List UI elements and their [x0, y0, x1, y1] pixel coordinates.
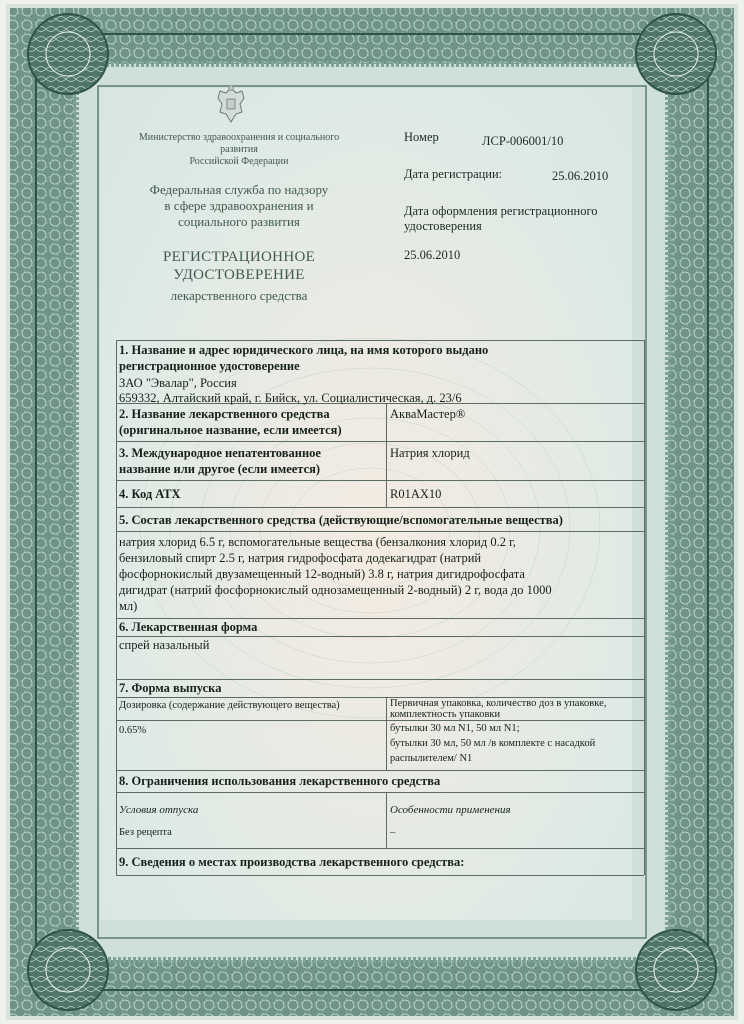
service-line: Федеральная служба по надзору	[149, 182, 329, 197]
section8-col1-header: Условия отпуска	[119, 804, 199, 816]
section5-value: фосфорнокислый двузамещенный 12-водный) 3.8 г, натрия дигидрофосфата	[119, 567, 525, 581]
table-rule	[116, 618, 644, 619]
ministry-line: Министерство здравоохранения и социального	[138, 132, 340, 143]
number-label: Номер	[404, 130, 439, 144]
certificate-subtitle: лекарственного средства	[170, 288, 308, 303]
table-rule	[386, 697, 387, 770]
table-rule	[116, 340, 117, 875]
section8-col1-value: Без рецепта	[119, 827, 172, 838]
table-rule	[116, 340, 644, 341]
issuer-block	[108, 132, 370, 304]
section7-col1-header: Дозировка (содержание действующего вещества)	[119, 700, 340, 711]
table-rule	[386, 792, 387, 848]
table-rule	[116, 531, 644, 532]
date-label: Дата регистрации:	[404, 167, 503, 181]
section7-col2-header: Первичная упаковка, количество доз в упаковке,	[390, 698, 607, 709]
section9-heading: 9. Сведения о местах производства лекарственного средства:	[119, 855, 465, 869]
number-value: ЛСР-006001/10	[482, 134, 564, 148]
section8-heading: 8. Ограничения использования лекарственного средства	[119, 774, 441, 788]
section4-value: R01AX10	[390, 487, 442, 501]
section7-col1-value: 0.65%	[119, 725, 147, 736]
table-rule	[116, 480, 644, 481]
table-rule	[116, 875, 644, 876]
table-rule	[116, 441, 644, 442]
table-rule	[644, 340, 645, 875]
section3-heading: название или другое (если имеется)	[119, 462, 321, 476]
section1-heading: 1. Название и адрес юридического лица, на имя которого выдано	[119, 343, 489, 357]
section5-value: дигидрат (натрий фосфорнокислый однозамещенный 2-водный) 2 г, вода до 1000	[119, 583, 552, 597]
section1-value: ЗАО "Эвалар", Россия	[119, 376, 237, 390]
table-rule	[116, 679, 644, 680]
ministry-line: развития	[220, 144, 258, 155]
ministry-name	[108, 132, 370, 168]
issue-label-line: Дата оформления регистрационного	[404, 204, 598, 218]
issue-value: 25.06.2010	[404, 248, 461, 262]
title-line: РЕГИСТРАЦИОННОЕ	[162, 249, 316, 265]
section5-value: мл)	[119, 599, 138, 613]
section8-col2-value: –	[390, 827, 396, 838]
section2-heading: (оригинальное название, если имеется)	[119, 423, 342, 437]
section6-heading: 6. Лекарственная форма	[119, 620, 258, 634]
table-rule	[116, 792, 644, 793]
section5-heading: 5. Состав лекарственного средства (действующие/вспомогательные вещества)	[119, 513, 563, 527]
section4-heading: 4. Код АТХ	[119, 487, 181, 501]
section1-value: 659332, Алтайский край, г. Бийск, ул. Социалистическая, д. 23/6	[119, 391, 462, 405]
section7-col2-value: распылителем/ N1	[390, 753, 473, 764]
title-line: УДОСТОВЕРЕНИЕ	[173, 267, 305, 283]
service-line: социального развития	[178, 214, 300, 229]
issue-label-line: удостоверения	[404, 219, 482, 233]
section7-col2-value: бутылки 30 мл, 50 мл /в комплекте с насадкой	[390, 738, 596, 749]
table-rule	[116, 848, 644, 849]
section7-col2-value: бутылки 30 мл N1, 50 мл N1;	[390, 723, 520, 734]
section2-heading: 2. Название лекарственного средства	[119, 407, 330, 421]
section3-value: Натрия хлорид	[390, 446, 470, 460]
section6-value: спрей назальный	[119, 638, 210, 652]
section1-heading: регистрационное удостоверение	[119, 359, 300, 373]
section8-col2-header: Особенности применения	[390, 804, 511, 816]
section3-heading: 3. Международное непатентованное	[119, 446, 321, 460]
table-rule	[116, 507, 644, 508]
service-name	[108, 182, 370, 230]
section2-value: АкваМастер®	[390, 407, 466, 421]
section7-heading: 7. Форма выпуска	[119, 681, 222, 695]
certificate-title	[108, 248, 370, 284]
section5-value: бензиловый спирт 2.5 г, натрия гидрофосфата додекагидрат (натрий	[119, 551, 482, 565]
table-rule	[116, 636, 644, 637]
table-rule	[116, 770, 644, 771]
coat-of-arms-emblem	[212, 84, 250, 126]
date-value: 25.06.2010	[552, 169, 609, 183]
service-line: в сфере здравоохранения и	[164, 198, 314, 213]
table-rule	[116, 720, 644, 721]
section5-value: натрия хлорид 6.5 г, вспомогательные вещества (бензалкония хлорид 0.2 г,	[119, 535, 516, 549]
table-rule	[386, 403, 387, 507]
ministry-line: Российской Федерации	[189, 156, 289, 167]
section7-col2-header: комплектность упаковки	[390, 709, 501, 720]
